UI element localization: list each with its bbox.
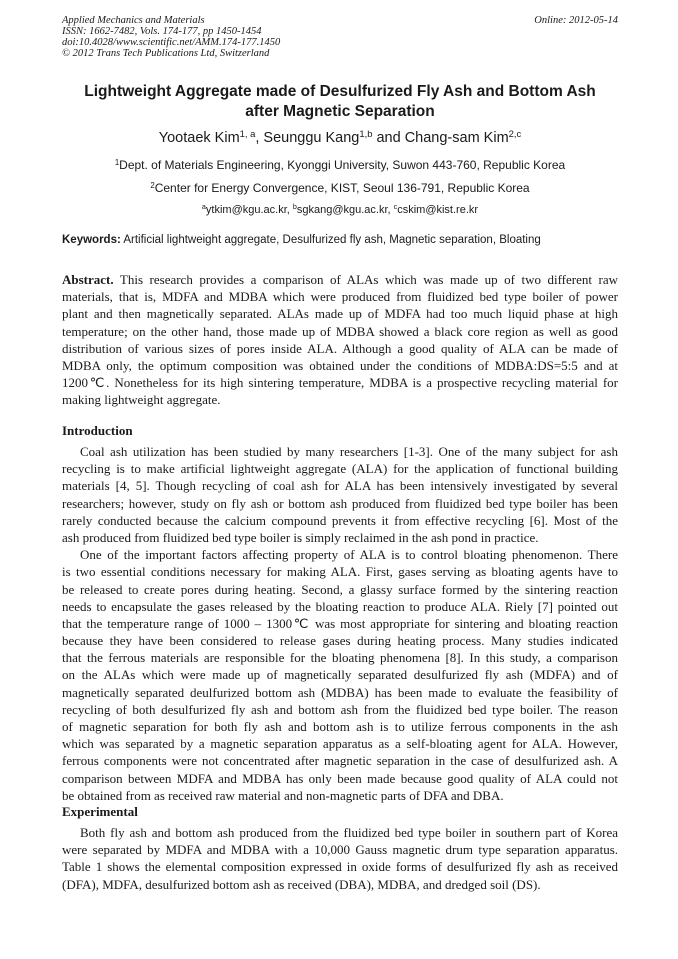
paragraph-line: Table 1 shows the elemental composition expressed in oxide forms of desulfurized fly ash as received (62, 859, 618, 875)
paragraph-line: magnetically separated deulfurized bottom ash (MDBA) has been made to evaluate the feasibility of (62, 684, 618, 700)
abstract-line: MDBA only, the optimum composition was obtained under the conditions of MDBA:DS=5:5 and at (62, 357, 618, 373)
abstract-line: materials, that is, MDFA and MDBA which were produced from fluidized bed type boiler of power (62, 289, 618, 305)
paragraph-line: Coal ash utilization has been studied by many researchers [1-3]. One of the many subject for ash (80, 444, 618, 459)
journal-copyright: © 2012 Trans Tech Publications Ltd, Switzerland (62, 48, 270, 59)
author-name: Chang-sam Kim (404, 130, 509, 146)
affiliation-text: Dept. of Materials Engineering, Kyonggi University, Suwon 443-760, Republic Korea (119, 158, 566, 172)
journal-header (62, 15, 618, 59)
paragraph-line: (DFA), MDFA, desulfurized bottom ash as received (DBA), MDBA, and dredged soil (DS). (62, 876, 541, 892)
paragraph-line: researchers; however, study on fly ash or bottom ash produced from fluidized bed type boiler has been (62, 495, 618, 511)
paragraph-line: materials [4, 5]. Though recycling of coal ash for ALA has been intensively investigated by several (62, 478, 618, 494)
paragraph-line: be released to create pores during heating. Second, a glassy surface formed by the sintering reaction (62, 581, 618, 597)
abstract-label: Abstract. (62, 272, 114, 287)
affiliation-superscript: 2 (150, 181, 155, 191)
title-line-2: after Magnetic Separation (245, 103, 435, 120)
paragraph-line: ash produced from fluidized bed type boiler is simply reclaimed in the ash pond in practice. (62, 529, 539, 545)
author-superscript: 1,b (359, 128, 373, 140)
paper-title (62, 82, 618, 122)
keywords-label: Keywords: (62, 234, 121, 246)
email-address: cskim@kist.re.kr (397, 204, 479, 216)
email-superscript: a (201, 203, 206, 212)
author-separator: and (372, 130, 405, 146)
paragraph-line: that the ferrous materials are responsible for the bloating phenomena [8]. In this study, a comparison (62, 650, 618, 666)
affiliation (62, 158, 618, 172)
author-emails (62, 204, 618, 216)
author-superscript: 2,c (508, 128, 522, 140)
paragraph-line: recycling of both desulfurized fly ash and bottom ash from the fluidized bed type boiler. The reason (62, 701, 618, 717)
abstract-line: 1200℃. Nonetheless for its high sintering temperature, MDBA is a prospective recycling material for (62, 375, 618, 391)
paragraph-line: were separated by MDFA and MDBA with a 10,000 Gauss magnetic drum type separation apparatus. (62, 842, 618, 858)
paragraph-line: needs to encapsulate the gases released by the bloating reaction to produce ALA. Riely [7] pointed out (62, 598, 618, 614)
paragraph-line: on the ALAs which were made up of magnetically separated desulfurized fly ash (MDFA) and of (62, 667, 618, 683)
author-separator: , (255, 130, 264, 146)
abstract-line: temperature; on the other hand, those made up of MDBA showed a black core region as well as good (62, 323, 618, 339)
paragraph-line: that the temperature range of 1000 – 1300℃ was most appropriate for sintering and bloating reaction (62, 615, 618, 631)
keywords (62, 234, 618, 246)
affiliation-superscript: 1 (114, 158, 120, 168)
paragraph-line: because they have been considered to release gases during heating process. Many studies indicated (62, 633, 618, 649)
affiliation-text: Center for Energy Convergence, KIST, Seoul 136-791, Republic Korea (154, 181, 530, 195)
affiliation (62, 181, 618, 195)
author-list (62, 130, 618, 146)
author-name: Yootaek Kim (158, 130, 240, 146)
journal-issn: ISSN: 1662-7482, Vols. 174-177, pp 1450-1454 (62, 26, 262, 37)
email-address: ytkim@kgu.ac.kr, (205, 204, 293, 216)
paragraph-line: Both fly ash and bottom ash produced from the fluidized bed type boiler in southern part of Korea (80, 825, 618, 840)
section-heading-introduction: Introduction (62, 423, 133, 438)
section-heading-experimental: Experimental (62, 804, 138, 819)
email-superscript: c (393, 203, 398, 212)
abstract-text: This research provides a comparison of ALAs which was made up of two different raw (113, 272, 618, 287)
paragraph-line: rarely conducted because the calcium compound prevents it from effective recycling [6]. Most of the (62, 512, 618, 528)
paragraph-line: comparison between MDFA and MDBA has only been made because good quality of ALA could not (62, 770, 618, 786)
paragraph-line: be obtained from as received raw material and non-magnetic parts of DFA and DBA. (62, 787, 504, 803)
author-superscript: 1, a (239, 128, 256, 140)
paragraph-line: One of the important factors affecting property of ALA is to control bloating phenomenon. There (80, 547, 618, 563)
journal-name: Applied Mechanics and Materials (62, 15, 205, 26)
abstract-line: plant and then magnetically separated. ALAs made up of MDFA had too much liquid phase at high (62, 306, 618, 322)
paragraph-line: of magnetic separation for both fly ash and bottom ash is to utilize ferrous components in the ash (62, 719, 618, 734)
paragraph-line: recycling is to make artificial lightweight aggregate (ALA) for the application of functional building (62, 461, 618, 477)
introduction-section (62, 443, 618, 804)
abstract-line (62, 271, 618, 288)
paragraph-line: ferrous components were not concentrated after magnetic separation in the case of desulfurized ash. A (62, 753, 618, 769)
email-address: sgkang@kgu.ac.kr, (296, 204, 394, 216)
title-line-1: Lightweight Aggregate made of Desulfurized Fly Ash and Bottom Ash (84, 83, 596, 100)
author-name: Seunggu Kang (263, 130, 360, 146)
paragraph-line: is two essential conditions necessary for making ALA. First, gases serving as bloating agents have to (62, 564, 618, 580)
abstract-section (62, 271, 618, 409)
online-date: Online: 2012-05-14 (534, 15, 618, 26)
abstract-line: making lightweight aggregate. (62, 392, 221, 408)
experimental-section (62, 824, 618, 893)
paragraph-line: which was separated by a magnetic separation apparatus as a self-bloating agent for ALA. However, (62, 736, 618, 752)
email-superscript: b (292, 203, 297, 212)
keywords-text: Artificial lightweight aggregate, Desulfurized fly ash, Magnetic separation, Bloating (120, 234, 541, 246)
journal-doi: doi:10.4028/www.scientific.net/AMM.174-177.1450 (62, 37, 281, 48)
abstract-line: distribution of various sizes of pores inside ALA. Although a good quality of ALA can be made of (62, 340, 618, 356)
